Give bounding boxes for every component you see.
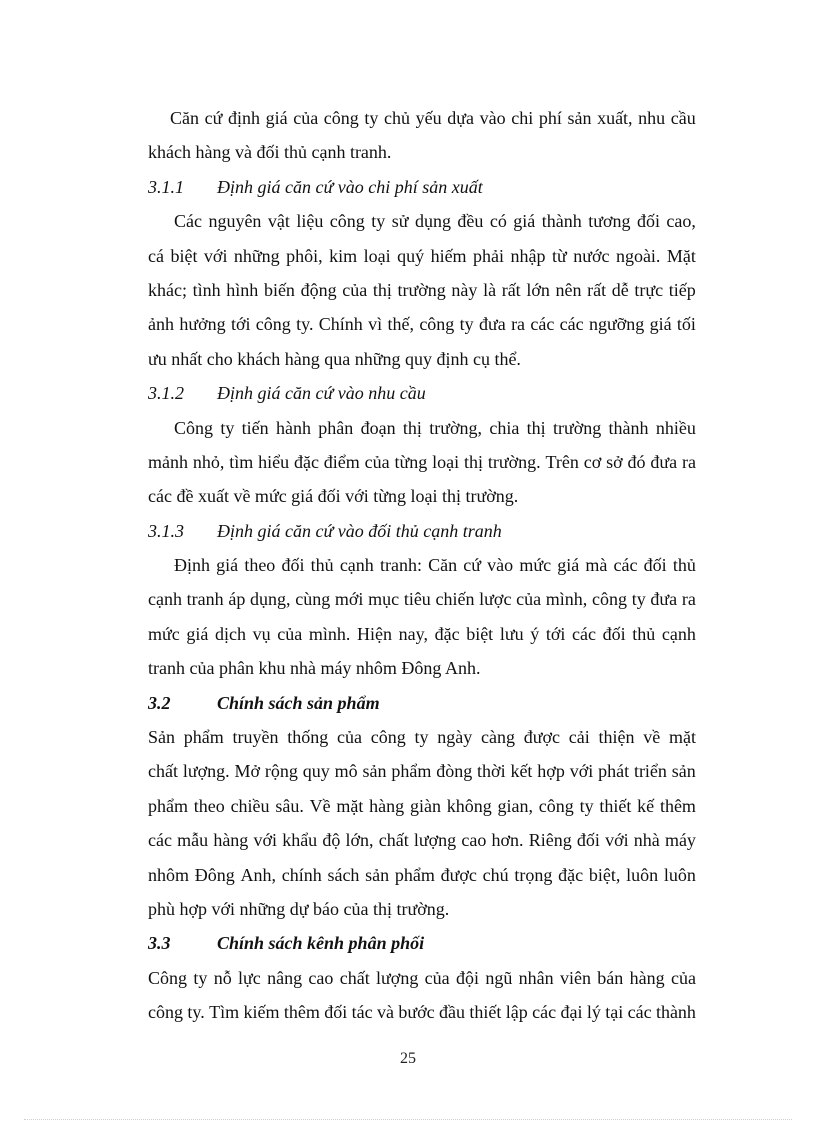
text-line: Công ty nỗ lực nâng cao chất lượng của đội ngũ nhân viên bán hàng của [148, 967, 696, 988]
page-number: 25 [400, 1050, 416, 1067]
text-line: khách hàng và đối thủ cạnh tranh. [148, 142, 392, 163]
text-line: mảnh nhỏ, tìm hiểu đặc điểm của từng loại thị trường. Trên cơ sở đó đưa ra [148, 451, 696, 472]
text-line: nhôm Đông Anh, chính sách sản phẩm được chú trọng đặc biệt, luôn luôn [148, 864, 696, 885]
text-line: phẩm theo chiều sâu. Về mặt hàng giàn không gian, công ty thiết kế thêm [148, 795, 696, 816]
subsection-heading [148, 170, 696, 204]
paragraph [148, 411, 696, 514]
text-line: công ty. Tìm kiếm thêm đối tác và bước đầu thiết lập các đại lý tại các thành [148, 1002, 696, 1023]
page-edge-divider [24, 1119, 792, 1120]
heading-title: Định giá căn cứ vào nhu cầu [217, 383, 426, 404]
section-heading [148, 686, 696, 720]
text-line: tranh của phân khu nhà máy nhôm Đông Anh. [148, 658, 481, 679]
paragraph [148, 961, 696, 1030]
text-line: Căn cứ định giá của công ty chủ yếu dựa vào chi phí sản xuất, nhu cầu [170, 108, 696, 128]
text-line: các đề xuất về mức giá đối với từng loại thị trường. [148, 486, 519, 507]
text-line: cá biệt với những phôi, kim loại quý hiếm phải nhập từ nước ngoài. Mặt [148, 245, 696, 266]
heading-number: 3.2 [148, 692, 171, 713]
text-line: Định giá theo đối thủ cạnh tranh: Căn cứ vào mức giá mà các đối thủ [174, 555, 696, 576]
subsection-heading [148, 514, 696, 548]
heading-title: Định giá căn cứ vào đối thủ cạnh tranh [217, 520, 502, 541]
heading-title: Chính sách sản phẩm [217, 692, 380, 713]
paragraph [148, 101, 696, 170]
text-line: Các nguyên vật liệu công ty sử dụng đều có giá thành tương đối cao, [174, 211, 696, 232]
page-body [148, 101, 696, 1030]
text-line: Sản phẩm truyền thống của công ty ngày càng được cải thiện về mặt [148, 727, 696, 748]
text-line: Công ty tiến hành phân đoạn thị trường, chia thị trường thành nhiều [174, 417, 696, 438]
heading-title: Chính sách kênh phân phối [217, 933, 425, 954]
text-line: ảnh hưởng tới công ty. Chính vì thế, công ty đưa ra các các ngưỡng giá tối [148, 314, 696, 335]
section-heading [148, 926, 696, 960]
text-line: các mẫu hàng với khẩu độ lớn, chất lượng cao hơn. Riêng đối với nhà máy [148, 830, 696, 851]
text-line: khác; tình hình biến động của thị trường này là rất lớn nên rất dễ trực tiếp [148, 279, 696, 300]
text-line: phù hợp với những dự báo của thị trường. [148, 898, 450, 919]
subsection-heading [148, 376, 696, 410]
heading-title: Định giá căn cứ vào chi phí sản xuất [217, 176, 483, 197]
text-line: chất lượng. Mở rộng quy mô sản phẩm đòng thời kết hợp với phát triển sản [148, 761, 696, 782]
text-line: mức giá dịch vụ của mình. Hiện nay, đặc biệt lưu ý tới các đối thủ cạnh [148, 623, 696, 644]
paragraph [148, 720, 696, 926]
text-line: ưu nhất cho khách hàng qua những quy định cụ thể. [148, 348, 521, 369]
heading-number: 3.1.2 [148, 383, 184, 404]
heading-number: 3.3 [148, 933, 171, 954]
text-line: cạnh tranh áp dụng, cùng mới mục tiêu chiến lược của mình, công ty đưa ra [148, 589, 696, 610]
paragraph [148, 204, 696, 376]
heading-number: 3.1.3 [148, 520, 184, 541]
heading-number: 3.1.1 [148, 176, 184, 197]
paragraph [148, 548, 696, 686]
